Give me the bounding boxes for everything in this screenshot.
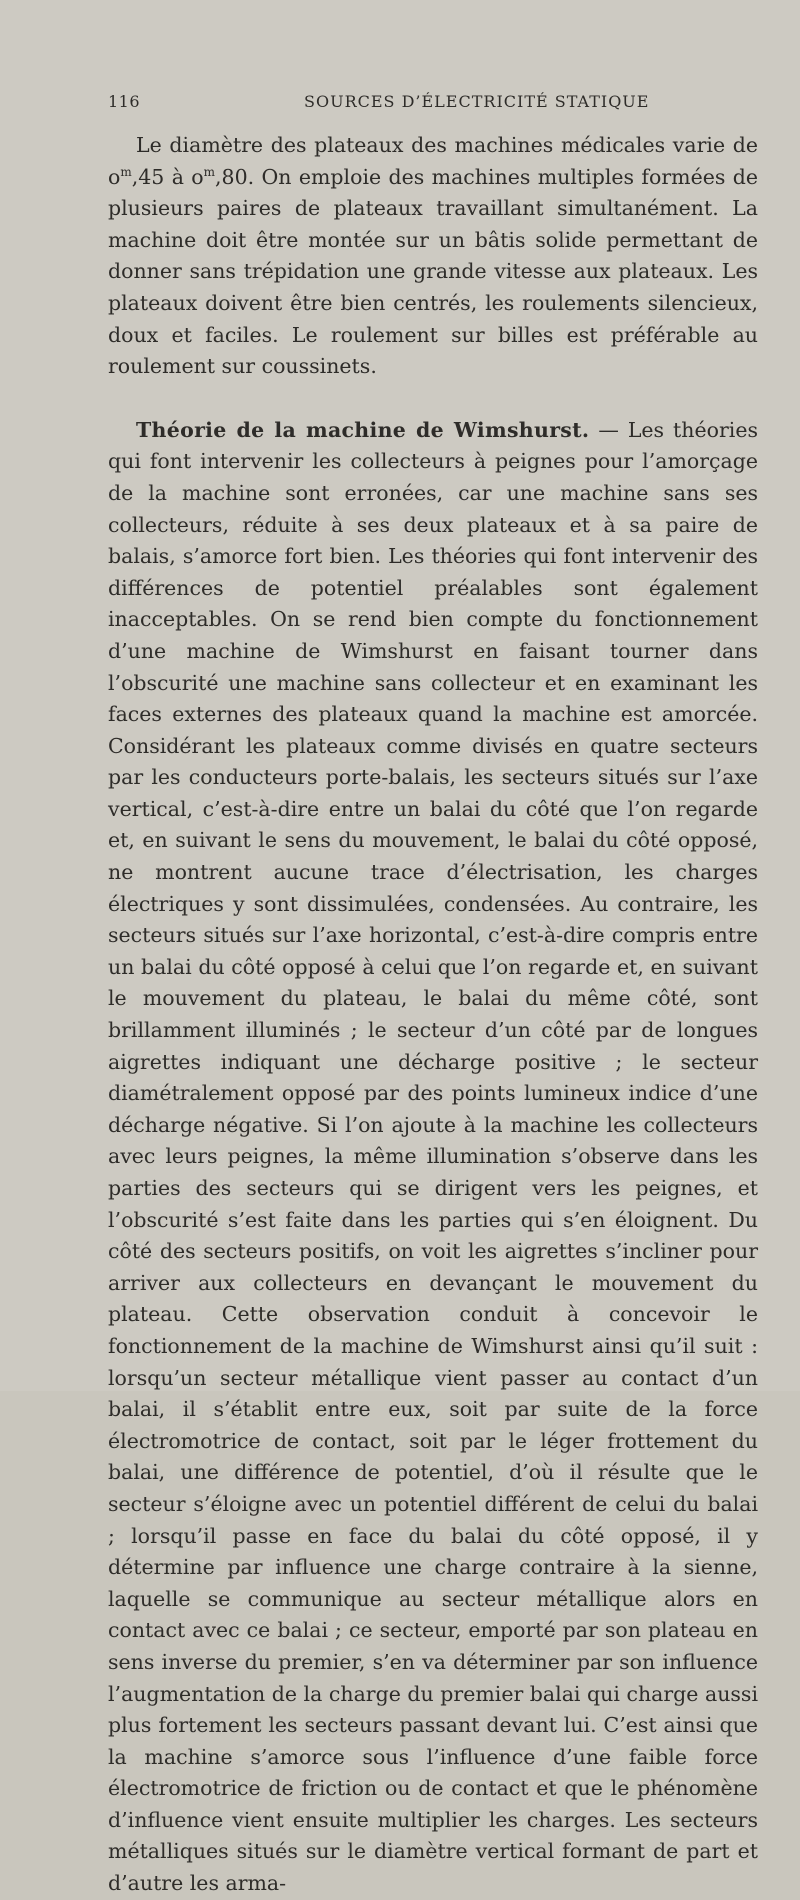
meter-superscript: m xyxy=(203,164,216,179)
page-body xyxy=(108,130,758,1900)
paragraph-wimshurst-theory xyxy=(108,415,758,1900)
paragraph-machine-dimensions xyxy=(108,130,758,383)
paragraph-text: ,80. On emploie des machines multiples formées de plusieurs paires de plateaux travaillant simultanément. La machine doit être montée sur un bâtis solide permettant de donner sans trépidation une grande vitesse aux plateaux. Les plateaux doivent être bien centrés, les roulements silencieux, doux et faciles. Le roulement sur billes est préférable au roulement sur coussinets. xyxy=(108,164,758,379)
section-heading: Théorie de la machine de Wimshurst. xyxy=(136,417,590,442)
paragraph-text: Le diamètre des plateaux des machines médicales varie de o xyxy=(108,133,758,189)
meter-superscript: m xyxy=(120,164,132,179)
page-number: 116 xyxy=(108,92,141,111)
paragraph-text: — Les théories qui font intervenir les collecteurs à peignes pour l’amorçage de la machine sont erronées, car une machine sans ses collecteurs, réduite à ses deux plateaux et à sa paire de balais, s’amorce fort bien. Les théories qui font intervenir des différences de potentiel préalables sont également inacceptables. On se rend bien compte du fonctionnement d’une machine de Wimshurst en faisant tourner dans l’obscurité une machine sans collecteur et en examinant les faces externes des plateaux quand la machine est amorcée. Considérant les plateaux comme divisés en quatre secteurs par les conducteurs porte-balais, les secteurs situés sur l’axe vertical, c’est-à-dire entre un balai du côté que l’on regarde et, en suivant le sens du mouvement, le balai du côté opposé, ne montrent aucune trace d’électrisation, les charges électriques y sont dissimulées, condensées. Au contraire, les secteurs situés sur l’axe horizontal, c’est-à-dire compris entre un balai du côté opposé à celui que l’on regarde et, en suivant le mouvement du plateau, le balai du même côté, sont brillamment illuminés ; le secteur d’un côté par de longues aigrettes indiquant une décharge positive ; le secteur diamétralement opposé par des points lumineux indice d’une décharge négative. Si l’on ajoute à la machine les collecteurs avec leurs peignes, la même illumination s’observe dans les parties des secteurs qui se dirigent vers les peignes, et l’obscurité s’est faite dans les parties qui s’en éloignent. Du côté des secteurs positifs, on voit les aigrettes s’incliner pour arriver aux collecteurs en devançant le mouvement du plateau. Cette observation conduit à concevoir le fonctionnement de la machine de Wimshurst ainsi qu’il suit : lorsqu’un secteur métallique vient passer au contact d’un balai, il s’établit entre eux, soit par suite de la force électromotrice de contact, soit par le léger frottement du balai, une différence de potentiel, d’où il résulte que le secteur s’éloigne avec un potentiel différent de celui du balai ; lorsqu’il passe en face du balai du côté opposé, il y détermine par influence une charge contraire à la sienne, laquelle se communique au secteur métallique alors en contact avec ce balai ; ce secteur, emporté par son plateau en sens inverse du premier, s’en va déterminer par son influence l’augmentation de la charge du premier balai qui charge aussi plus fortement les secteurs passant devant lui. C’est ainsi que la machine s’amorce sous l’influence d’une faible force électromotrice de friction ou de contact et que le phénomène d’influence vient ensuite multiplier les charges. Les secteurs métalliques situés sur le diamètre vertical formant de part et d’autre les arma- xyxy=(108,417,758,1896)
running-header xyxy=(108,92,728,116)
chapter-title: SOURCES D’ÉLECTRICITÉ STATIQUE xyxy=(304,92,650,111)
paragraph-text: ,45 à o xyxy=(131,164,204,189)
